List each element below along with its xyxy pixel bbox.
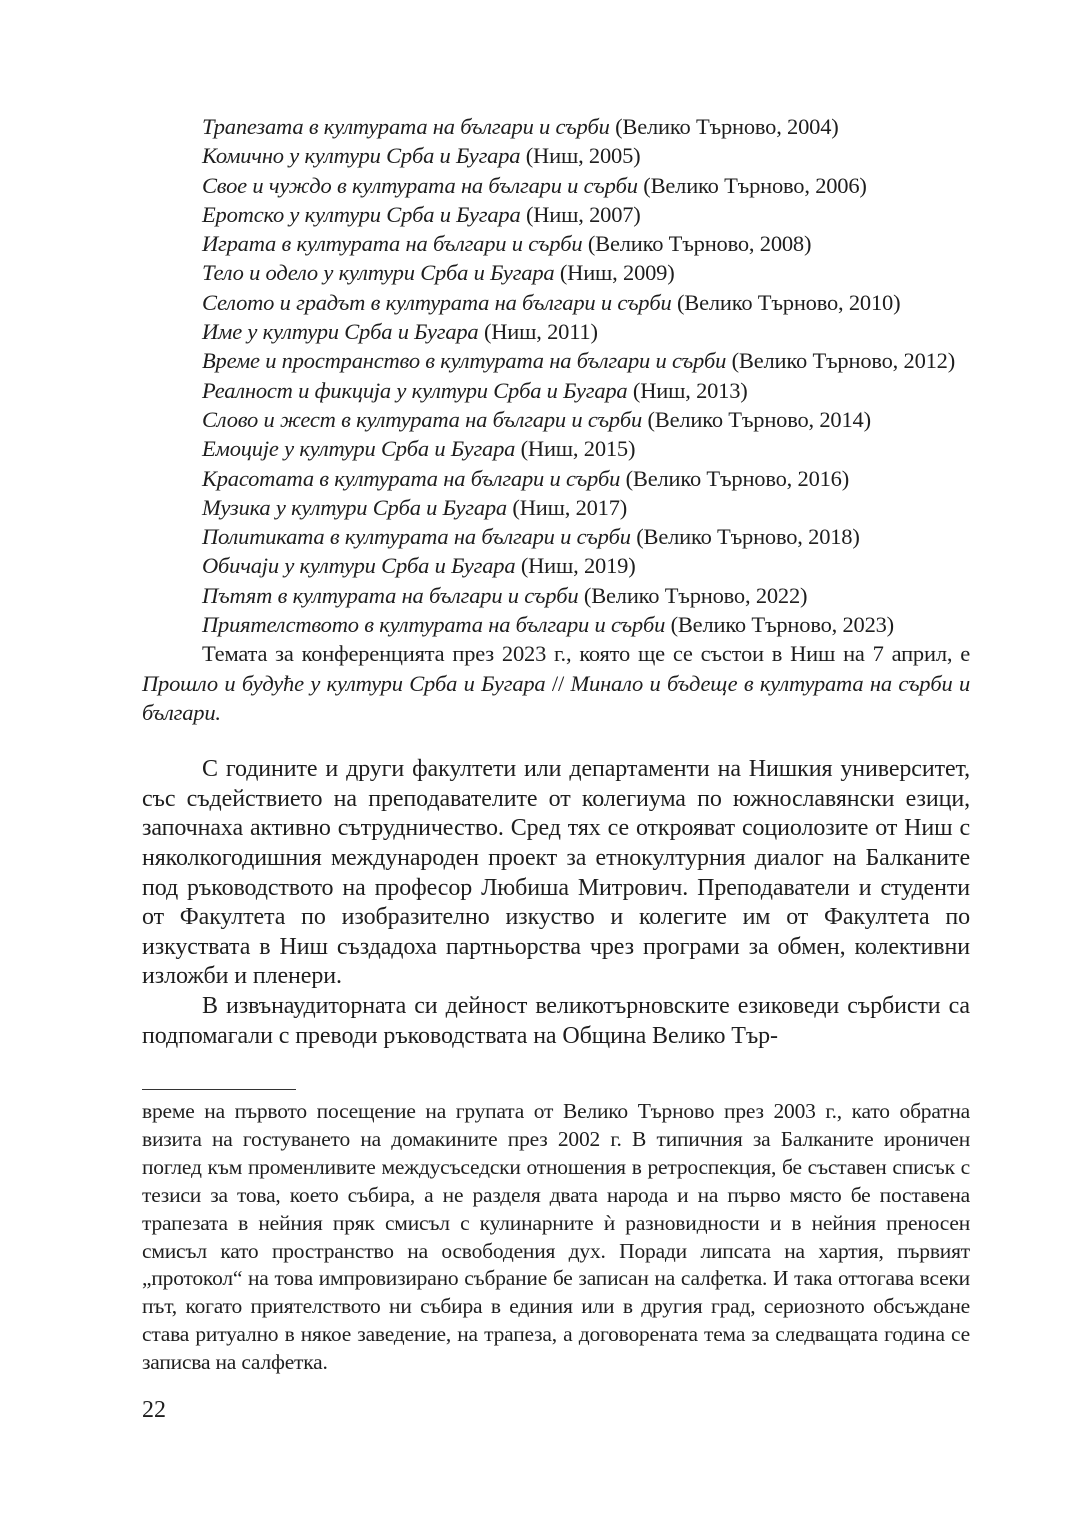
body-text <box>142 755 970 1051</box>
conference-list-item <box>142 171 970 200</box>
conference-place-year: (Велико Търново, 2012) <box>731 348 956 374</box>
theme-separator: // <box>545 670 571 696</box>
conference-title: Свое и чуждо в културата на българи и сърби <box>202 172 638 198</box>
theme-title-serbian: Прошло и будуће у култури Срба и Бугара <box>142 670 546 696</box>
conference-title: Селото и градът в културата на българи и сърби <box>202 289 672 315</box>
conference-place-year: (Ниш, 2005) <box>525 143 641 169</box>
conference-place-year: (Ниш, 2017) <box>512 494 628 520</box>
conference-title: Пътят в културата на българи и сърби <box>202 582 579 608</box>
conference-place-year: (Велико Търново, 2014) <box>647 406 871 432</box>
conference-place-year: (Ниш, 2011) <box>483 319 598 345</box>
conference-place-year: (Велико Търново, 2022) <box>583 582 808 608</box>
conference-list-item <box>142 376 970 405</box>
conference-list-item <box>142 405 970 434</box>
theme-title-bulgarian: Минало и бъдеще в културата на сърби и българи. <box>142 670 971 725</box>
conference-title: Име у култури Срба и Бугара <box>202 319 479 345</box>
footnote-text: време на първото посещение на групата от Велико Търново през 2003 г., като обратна визита на гостуването на домакините през 2002 г. В типичния за Балканите ироничен поглед към променливите междусъседски отношения в ретроспекция, бе съставен списък с тезиси за това, което събира, а не разделя двата народа и на първо място бе поставена трапезата в нейния пряк смисъл с кулинарните ѝ разновидности и в нейния преносен смисъл като пространство на освободения дух. Поради липсата на хартия, първият „протокол“ на това импровизирано събрание бе записан на салфетка. И така оттогава всеки път, когато приятелството ни събира в единия или в другия град, сериозното обсъждане става ритуално в някое заведение, на трапеза, а договорената тема за следващата година се записва на салфетка. <box>142 1099 970 1375</box>
conference-title: Музика у култури Срба и Бугара <box>202 494 507 520</box>
conference-list-item <box>142 346 970 375</box>
conference-title: Трапезата в културата на българи и сърби <box>202 114 610 139</box>
conference-place-year: (Велико Търново, 2010) <box>676 289 901 315</box>
conference-title: Обичаји у култури Срба и Бугара <box>202 553 516 579</box>
conference-place-year: (Ниш, 2009) <box>559 260 675 286</box>
conference-list-item <box>142 551 970 580</box>
conference-place-year: (Ниш, 2015) <box>520 436 636 462</box>
conference-title: Време и пространство в културата на българи и сърби <box>202 348 727 374</box>
conference-place-year: (Велико Търново, 2004) <box>615 114 839 139</box>
conference-title: Приятелството в културата на българи и сърби <box>202 612 666 638</box>
conference-title: Реалност и фикција у култури Срба и Бугара <box>202 377 628 403</box>
conference-list-item <box>142 200 970 229</box>
theme-lead: Темата за конференцията през 2023 г., която ще се състои в Ниш на 7 април, е <box>202 641 970 667</box>
conference-list-item <box>142 464 970 493</box>
conference-title: Красотата в културата на българи и сърби <box>202 465 621 491</box>
conference-title: Емоције у култури Срба и Бугара <box>202 436 516 462</box>
conference-list-item <box>142 229 970 258</box>
conference-list <box>142 112 970 639</box>
theme-paragraph <box>142 639 970 727</box>
conference-list-item <box>142 112 970 141</box>
conference-title: Политиката в културата на българи и сърби <box>202 524 631 550</box>
conference-list-item <box>142 610 970 639</box>
footnote <box>142 1098 970 1377</box>
body-paragraph: С годините и други факултети или департаменти на Нишкия университет, със съдействието на преподавателите от колегиума по южнославянски езици, започнаха активно сътрудничество. Сред тях се открояват социолозите от Ниш с няколкогодишния международен проект за етнокултурния диалог на Балканите под ръководството на професор Любиша Митрович. Преподаватели и студенти от Факултета по изобразително изкуство и колегите им от Факултета по изкуствата в Ниш създадоха партньорства чрез програми за обмен, колективни изложби и пленери. <box>142 756 970 990</box>
conference-place-year: (Ниш, 2019) <box>520 553 636 579</box>
conference-list-item <box>142 493 970 522</box>
conference-title: Еротско у култури Срба и Бугара <box>202 201 521 227</box>
conference-place-year: (Ниш, 2013) <box>632 377 748 403</box>
conference-list-item <box>142 317 970 346</box>
page-content <box>142 112 970 1051</box>
conference-list-item <box>142 288 970 317</box>
conference-place-year: (Велико Търново, 2016) <box>625 465 850 491</box>
footnote-separator <box>142 1089 296 1090</box>
conference-list-item <box>142 141 970 170</box>
page-number: 22 <box>142 1397 166 1423</box>
conference-list-item <box>142 434 970 463</box>
conference-title: Тело и одело у култури Срба и Бугара <box>202 260 555 286</box>
conference-place-year: (Велико Търново, 2023) <box>670 612 894 638</box>
conference-title: Играта в културата на българи и сърби <box>202 231 583 257</box>
conference-place-year: (Ниш, 2007) <box>525 201 641 227</box>
conference-title: Комично у култури Срба и Бугара <box>202 143 521 169</box>
conference-title: Слово и жест в културата на българи и сърби <box>202 406 643 432</box>
conference-list-item <box>142 522 970 551</box>
conference-list-item <box>142 581 970 610</box>
conference-list-item <box>142 258 970 287</box>
conference-place-year: (Велико Търново, 2008) <box>587 231 812 257</box>
body-paragraph: В извънаудиторната си дейност великотърновските езиковеди сърбисти са подпомагали с преводи ръководствата на Община Велико Тър- <box>142 992 970 1049</box>
conference-place-year: (Велико Търново, 2006) <box>643 172 867 198</box>
conference-place-year: (Велико Търново, 2018) <box>636 524 860 550</box>
